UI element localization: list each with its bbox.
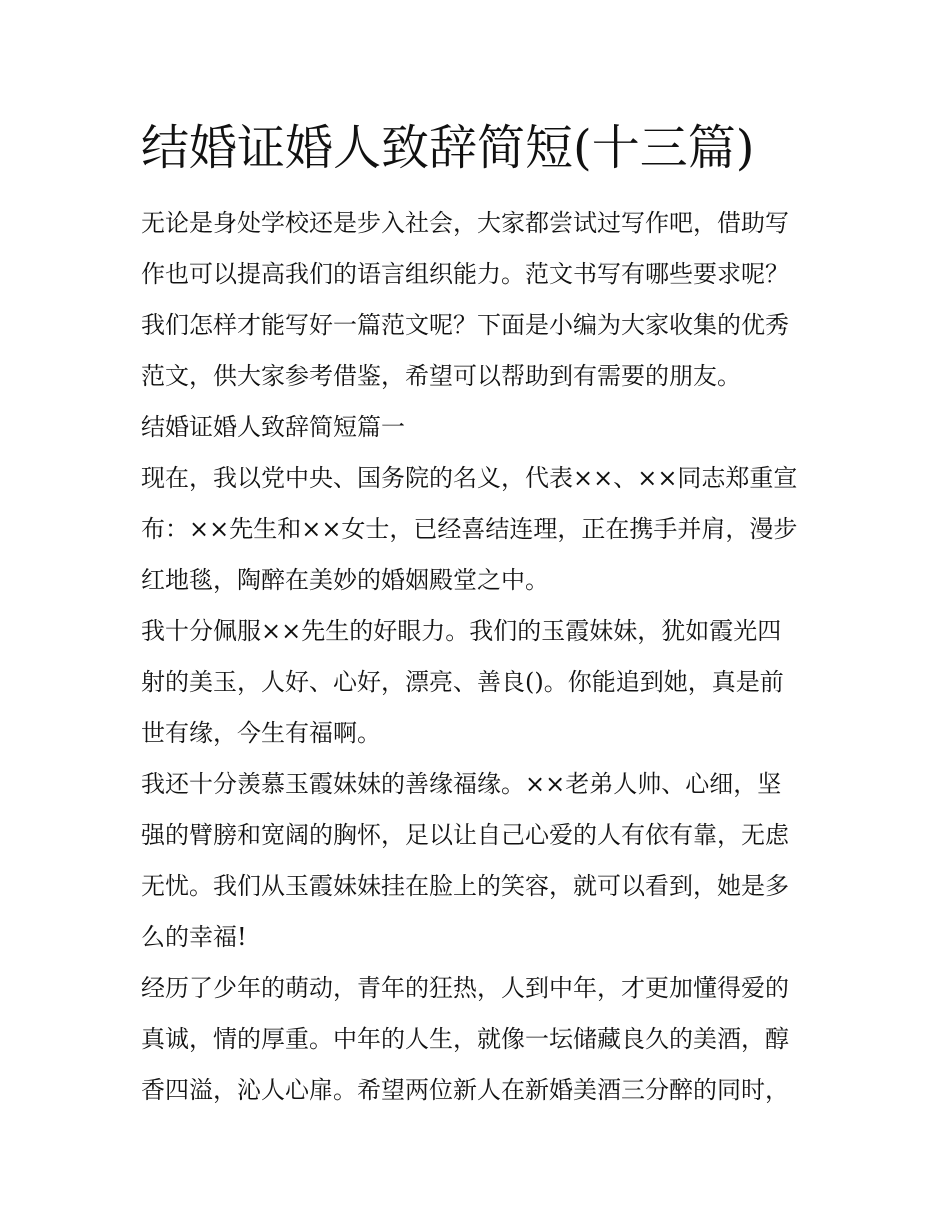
text-line: 我们怎样才能写好一篇范文呢？下面是小编为大家收集的优秀	[141, 311, 789, 339]
paragraph	[141, 963, 821, 1116]
section-heading-text: 结婚证婚人致辞简短篇一	[141, 413, 405, 441]
text-line: 布：××先生和××女士，已经喜结连理，正在携手并肩，漫步	[141, 515, 798, 543]
text-line: 现在，我以党中央、国务院的名义，代表××、××同志郑重宣	[141, 464, 798, 492]
text-line: 无忧。我们从玉霞妹妹挂在脸上的笑容，就可以看到，她是多	[141, 872, 789, 900]
text-line: 真诚，情的厚重。中年的人生，就像一坛储藏良久的美酒，醇	[141, 1025, 789, 1053]
text-line: 我十分佩服××先生的好眼力。我们的玉霞妹妹，犹如霞光四	[141, 617, 782, 645]
paragraph-intro	[141, 198, 821, 402]
section-heading	[141, 402, 821, 453]
text-line: 世有缘，今生有福啊。	[141, 719, 381, 747]
text-line: 无论是身处学校还是步入社会，大家都尝试过写作吧，借助写	[141, 209, 789, 237]
text-line: 么的幸福!	[141, 923, 247, 951]
paragraph	[141, 453, 821, 606]
document-title: 结婚证婚人致辞简短(十三篇)	[141, 120, 755, 176]
text-line: 范文，供大家参考借鉴，希望可以帮助到有需要的朋友。	[141, 362, 741, 390]
text-line: 香四溢，沁人心扉。希望两位新人在新婚美酒三分醉的同时，	[141, 1076, 789, 1104]
text-line: 作也可以提高我们的语言组织能力。范文书写有哪些要求呢？	[141, 260, 789, 288]
text-line: 经历了少年的萌动，青年的狂热，人到中年，才更加懂得爱的	[141, 974, 789, 1002]
paragraph	[141, 606, 821, 759]
paragraph	[141, 759, 821, 963]
text-line: 强的臂膀和宽阔的胸怀，足以让自己心爱的人有依有靠，无虑	[141, 821, 789, 849]
document-content	[141, 112, 821, 1116]
document-body	[141, 198, 821, 1116]
text-line: 我还十分羡慕玉霞妹妹的善缘福缘。××老弟人帅、心细，坚	[141, 770, 782, 798]
text-line: 红地毯，陶醉在美妙的婚姻殿堂之中。	[141, 566, 549, 594]
text-line: 射的美玉，人好、心好，漂亮、善良()。你能追到她，真是前	[141, 668, 784, 696]
